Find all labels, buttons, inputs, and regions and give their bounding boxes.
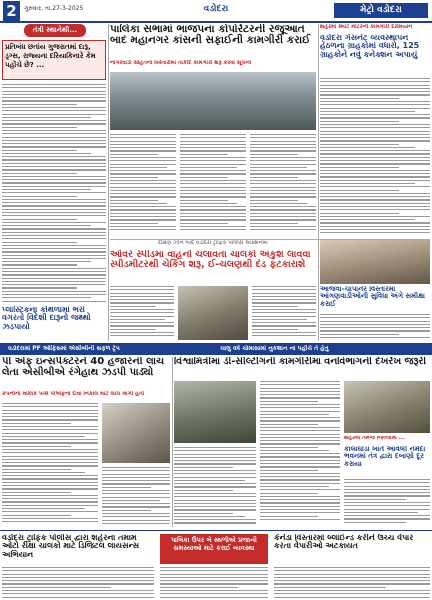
- footer-band: [0, 530, 432, 600]
- corporator-body: [110, 134, 316, 238]
- anganwadi-photo: [320, 240, 430, 284]
- editorial-headline: પ્રતિબંધ છતાંય ગુજરાતમાં દારૂ, ડ્રગ્સ, રાજ્યના દરિયાકિનારે કેમ પહોંચે છે? ...: [2, 40, 106, 80]
- acb-deck: કંપનીના માલિક પાસે પીએફના દાવા નિકાલ માટે લાંચ માંગી હતી: [2, 391, 145, 397]
- corporator-headline: પાલિકા સભામાં ભાજપના કોર્પોરેટરની રજૂઆત બાદ મહાનગર કાંસની સફાઈની કામગીરી કરાઈ: [110, 24, 311, 47]
- acb-photo: [102, 403, 170, 463]
- anganwadi-headline: આજવા-ચાંપાનેર વિસ્તારમાં આંગણવાડીઓની સુવિધા અંગે સમીક્ષા કરાઈ: [320, 286, 425, 308]
- strip-left-label: વડોદરામાં PF ઓફિસમાં એસીબીની સફળ ટ્રેપ: [8, 345, 120, 352]
- narmada-kicker: શહેરમાં તેમજ જિલ્લામાં ...: [344, 436, 406, 441]
- acb-body: [2, 403, 98, 527]
- desilting-photo-2: [344, 381, 430, 433]
- footer-center-box: પાલિકા ઉપર બે સ્થળોએ પ્રજાની સમસ્યાઓ માટે કરાઈ વ્યવસ્થા: [160, 534, 268, 564]
- editorial-column: [2, 24, 106, 341]
- traffic-kicker: દક્ષિણ ઝોન બાદ વડોદરા ટ્રાફિક પોલીસ એક્શનમાં: [158, 240, 268, 246]
- footer-right-headline: કેનેડા વિસ્તારમાં બ્લાઈન્ડ કરીને ઉચ્ચ વેપાર કરતા વેપારીઓ અટકાયત: [274, 534, 414, 551]
- traffic-speed-story: [110, 240, 316, 340]
- gas-connection-story: [320, 24, 430, 238]
- city-label: વડોદરા: [203, 4, 229, 14]
- footer-left-body: [2, 567, 154, 599]
- narmada-headline: કાલાઘોડા ખાતે આવેલી નર્મદા ભવનમાં તંત્ર દ્વારા દબાણો દૂર કરાયા: [344, 446, 426, 468]
- gas-headline: વડોદરા ગેસનેટ વ્યવસ્થાપન હેઠળના ગ્રાહકોમાં વધારો, 125 ગ્રાહકોને નવું કનેક્શન અપાયું: [320, 34, 420, 59]
- editorial-kicker: તંત્રી સ્થાનેથી...: [24, 24, 86, 37]
- footer-right-body: [274, 567, 430, 599]
- anganwadi-body: [320, 314, 430, 340]
- corporator-deck: નાગરવાડી સહિતના વિસ્તારોમાં તાકીદે કામગીરી શરૂ કરવા સૂચના: [110, 60, 252, 66]
- column-rule: [172, 357, 173, 527]
- page-number: 2: [3, 1, 20, 21]
- section-strip: [0, 343, 432, 355]
- narmada-body: [344, 479, 430, 527]
- column-rule: [318, 24, 319, 341]
- anganwadi-story: [320, 240, 430, 340]
- desilting-body: [260, 381, 340, 527]
- editorial-body: [2, 84, 106, 302]
- top-center-story: [110, 24, 316, 238]
- drain-cleaning-photo: [110, 72, 316, 130]
- column-rule: [108, 24, 109, 341]
- strip-right-label: ચાલુ વર્ષે ચોમાસામાં નુકશાન ના પહોંચે તે હેતુ: [220, 345, 329, 352]
- gas-kicker: શહેરમાં સ્માર્ટ મીટરની કામગીરી દરમિયાન: [320, 24, 413, 30]
- acb-body-right: [102, 467, 170, 527]
- brand-title: મેટ્રો વડોદરા: [334, 3, 428, 18]
- section-rule: [110, 239, 430, 240]
- masthead-rule: [0, 21, 432, 23]
- footer-left-headline: વડોદરા ટ્રાફિક પોલીસ દ્વારા શહેરના તમામ ઓટો રીક્ષા ચાલકો માટે ડિજિટલ લાયસન્સ અભિયાન: [2, 534, 140, 559]
- traffic-body-right: [252, 286, 316, 340]
- desilting-photo-1: [174, 381, 256, 443]
- gas-body: [320, 78, 430, 238]
- traffic-photo: [178, 286, 248, 340]
- masthead: [0, 0, 432, 22]
- desilting-headline: વિશ્વામિત્રીમાં ડી-સીલ્ટીંગની કામગીરીમાં વનવિભાગની દેખરેખ જરૂરી: [174, 357, 427, 367]
- acb-trap-story: [2, 357, 170, 527]
- desilting-story: [174, 357, 430, 527]
- liquor-seizure-headline: પ્લાસ્ટિકના કોથળામાં ભરાં વગરતો વિદેશી દારૂનો જથ્થો ઝડપાયો: [2, 306, 91, 331]
- traffic-headline: ઓવર સ્પીડમાં વાહનો ચલાવતા ચાલકો અંકુશ લાવવા સ્પીડમીટરથી ચેકિંગ શરૂ, ઈ-ચલણથી દંડ ફટકારાશે: [110, 250, 311, 270]
- acb-headline: પી એફ ઇન્સપેક્ટરને 40 હજારની લાંચ લેતા એસીબીએ રંગેહાથ ઝડપી પાડ્યો: [2, 357, 165, 378]
- issue-date: ગુરુવાર, તા.27-3-2025: [24, 5, 84, 12]
- desilting-body-left: [174, 447, 256, 527]
- footer-center-body: [160, 567, 268, 599]
- traffic-body-left: [110, 286, 174, 340]
